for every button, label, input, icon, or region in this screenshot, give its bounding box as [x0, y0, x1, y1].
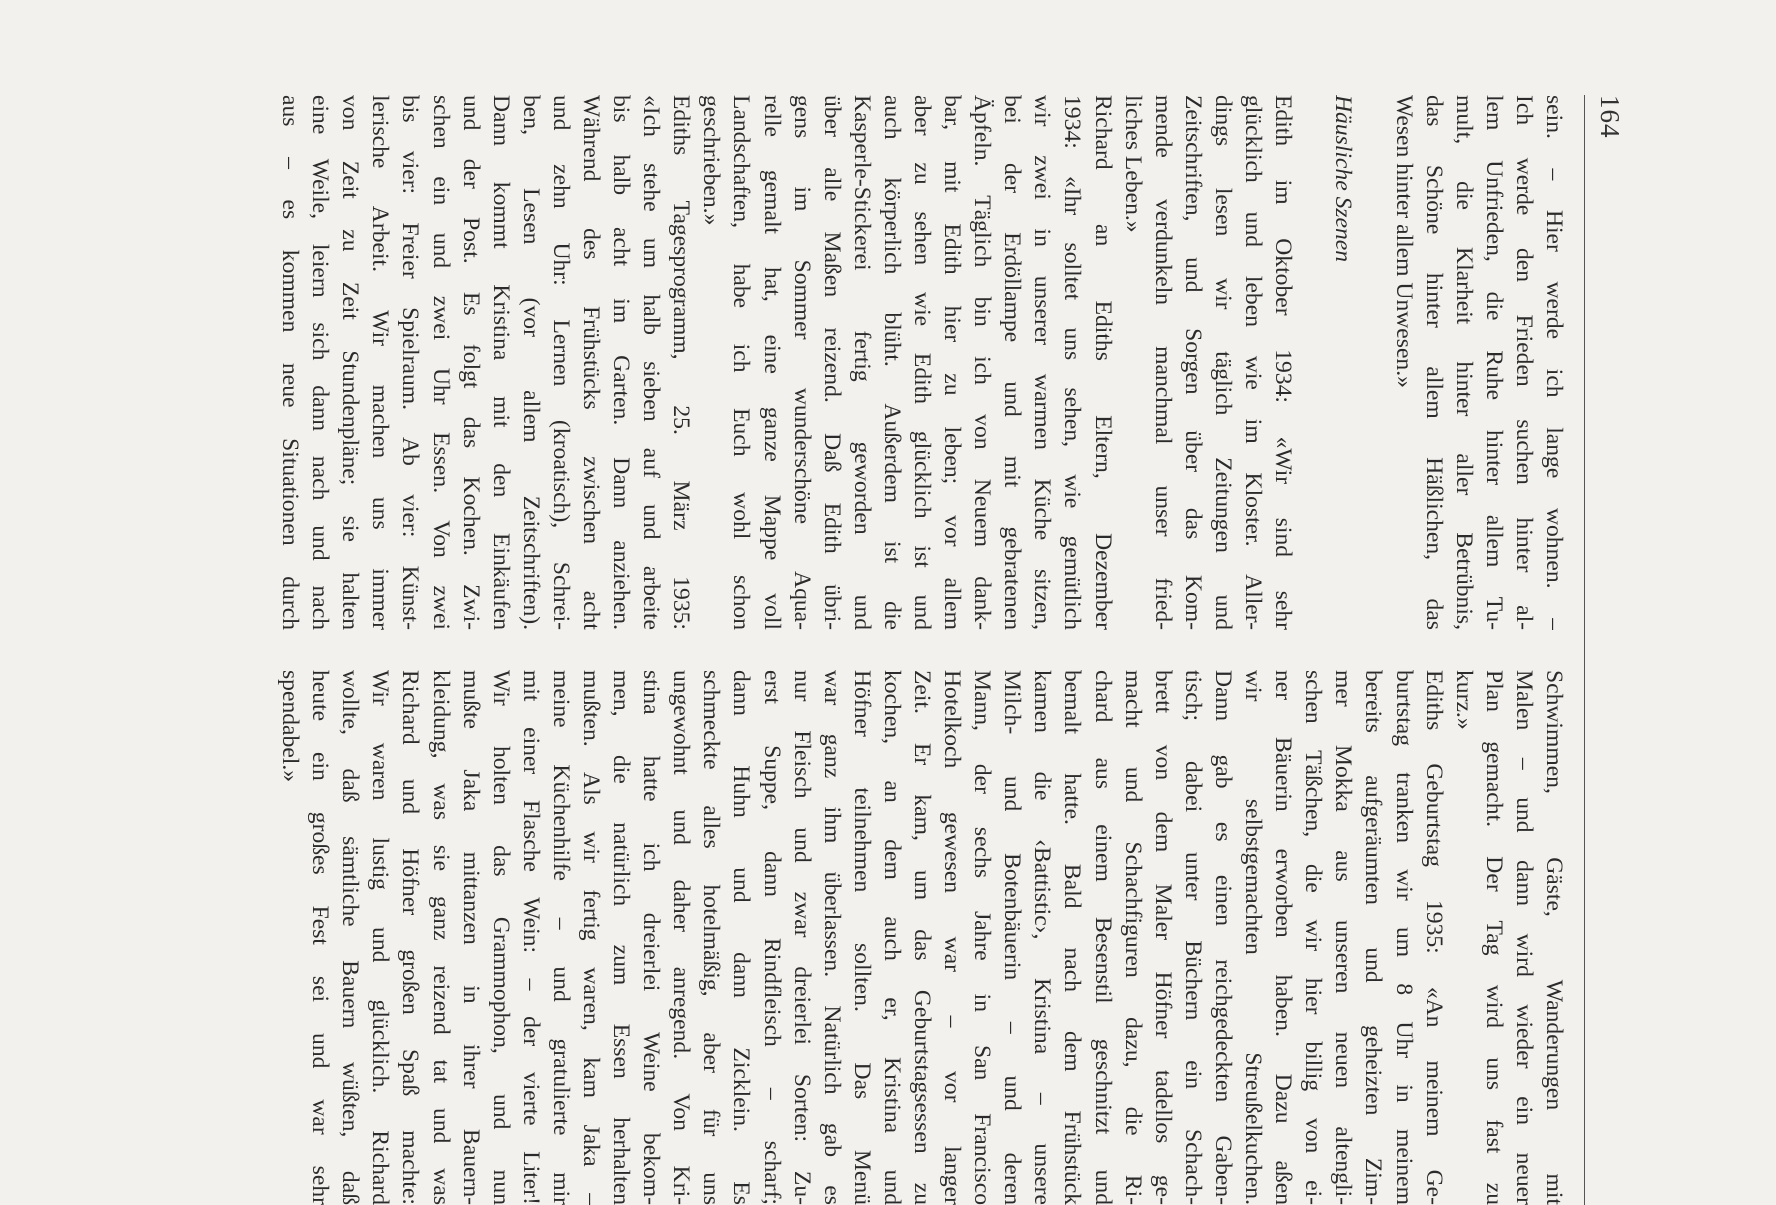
text-line: ben, Lesen (vor allem Zeitschriften).	[517, 95, 544, 630]
text-line: Wir waren lustig und glücklich. Richard	[367, 670, 394, 1205]
text-line: mußte Jaka mittanzen in ihrer Bauern-	[457, 670, 484, 1205]
text-line: und zehn Uhr: Lernen (kroatisch), Schrei-	[547, 95, 574, 630]
text-line: Kasperle-Stickerei fertig geworden und	[848, 95, 875, 630]
text-line: kamen die ‹Battistic›, Kristina – unsere	[1029, 670, 1056, 1205]
text-line: meine Küchenhilfe – und gratulierte mir	[547, 670, 574, 1205]
text-line: wollte, daß sämtliche Bauern wüßten, daß	[337, 670, 364, 1205]
text-line: mit einer Flasche Wein: – der vierte Liter!	[517, 670, 544, 1205]
text-line: Ediths Geburtstag 1935: «An meinem Ge-	[1420, 670, 1447, 1205]
spacer	[1298, 95, 1328, 630]
text-line: kurz.»	[1450, 670, 1477, 730]
text-line: bei der Erdöllampe und mit gebratenen	[999, 95, 1026, 630]
text-line: brett von dem Maler Höfner tadellos ge-	[1149, 670, 1176, 1205]
text-line: und der Post. Es folgt das Kochen. Zwi-	[457, 95, 484, 630]
text-line: Plan gemacht. Der Tag wird uns fast zu	[1480, 670, 1507, 1205]
section-heading: Häusliche Szenen	[1330, 95, 1357, 263]
text-line: bis halb acht im Garten. Dann anziehen.	[608, 95, 635, 630]
text-line: schen ein und zwei Uhr Essen. Von zwei	[427, 95, 454, 630]
page-number: 164	[1595, 95, 1625, 139]
text-line: 1934: «Ihr solltet uns sehen, wie gemütlich	[1059, 95, 1086, 630]
text-line: bar, mit Edith hier zu leben; vor allem	[939, 95, 966, 630]
right-column	[209, 670, 1569, 1205]
text-line: Während des Frühstücks zwischen acht	[578, 95, 604, 630]
text-line: liches Leben.»	[1119, 95, 1146, 233]
text-line: das Schöne hinter allem Häßlichen, das	[1420, 95, 1447, 630]
text-line: dann Huhn und dann Zicklein. Es	[728, 670, 755, 1205]
text-line: bereits aufgeräumten und geheizten Zim-	[1360, 670, 1387, 1205]
text-line: Ich werde den Frieden suchen hinter al-	[1510, 95, 1537, 630]
text-line: ungewohnt und daher anregend. Von Kri-	[668, 670, 695, 1205]
text-line: tisch; dabei unter Büchern ein Schach-	[1179, 670, 1206, 1205]
text-line: mult, die Klarheit hinter aller Betrübnis,	[1450, 95, 1477, 630]
text-line: aber zu sehen wie Edith glücklich ist und	[909, 95, 936, 630]
text-line: spendabel.»	[277, 670, 304, 783]
text-line: Landschaften, habe ich Euch wohl schon	[728, 95, 755, 630]
text-line: Ediths Tagesprogramm, 25. März 1935:	[668, 95, 695, 630]
text-line: gens im Sommer wunderschöne Aqua-	[788, 95, 815, 630]
text-line: lem Unfrieden, die Ruhe hinter allem Tu-	[1480, 95, 1507, 630]
text-line: aus – es kommen neue Situationen durch	[277, 95, 304, 630]
text-columns	[209, 95, 1569, 1205]
text-line: sein. – Hier werde ich lange wohnen. –	[1541, 95, 1567, 630]
text-line: mer Mokka aus unseren neuen altengli-	[1330, 670, 1357, 1205]
text-line: nur Fleisch und zwar dreierlei Sorten: Zu-	[788, 670, 815, 1205]
text-line: Höfner teilnehmen sollten. Das Menü	[848, 670, 875, 1205]
text-line: Hotelkoch gewesen war – vor langer	[939, 670, 966, 1205]
text-line: men, die natürlich zum Essen herhalten	[608, 670, 635, 1205]
text-line: Richard an Ediths Eltern, Dezember	[1089, 95, 1116, 630]
text-line: mußten. Als wir fertig waren, kam Jaka –	[578, 670, 604, 1205]
text-line: Wesen hinter allem Unwesen.»	[1390, 95, 1417, 388]
text-line: Wir holten das Grammophon, und nun	[487, 670, 514, 1205]
text-line: schmeckte alles hotelmäßig, aber für uns	[698, 670, 725, 1205]
text-line: über alle Maßen reizend. Daß Edith übri-	[818, 95, 845, 630]
text-line: lerische Arbeit. Wir machen uns immer	[367, 95, 394, 630]
text-line: Schwimmen, Gäste, Wanderungen mit	[1541, 670, 1567, 1205]
text-line: Zeit. Er kam, um das Geburtstagsessen zu	[909, 670, 936, 1205]
header-rule	[1584, 95, 1585, 1205]
text-line: schen Täßchen, die wir hier billig von ei-	[1300, 670, 1327, 1205]
text-line: Dann kommt Kristina mit den Einkäufen	[487, 95, 514, 630]
text-line: bemalt hatte. Bald nach dem Frühstück	[1059, 670, 1086, 1205]
text-line: heute ein großes Fest sei und war sehr	[307, 670, 334, 1205]
text-line: mende verdunkeln manchmal unser fried-	[1149, 95, 1176, 630]
spacer	[1358, 95, 1388, 630]
text-line: wir zwei in unserer warmen Küche sitzen,	[1029, 95, 1056, 630]
book-page	[193, 95, 1633, 1205]
text-line: kleidung, was sie ganz reizend tat und was	[427, 670, 454, 1205]
text-line: macht und Schachfiguren dazu, die Ri-	[1119, 670, 1146, 1205]
left-column	[209, 95, 1569, 630]
text-line: burtstag tranken wir um 8 Uhr in meinem	[1390, 670, 1417, 1205]
text-line: eine Weile, leiern sich dann nach und nach	[307, 95, 334, 630]
text-line: Edith im Oktober 1934: «Wir sind sehr	[1270, 95, 1297, 630]
text-line: kochen, an dem auch er, Kristina und	[878, 670, 905, 1205]
text-line: «Ich stehe um halb sieben auf und arbeite	[638, 95, 665, 630]
text-line: Malen – und dann wird wieder ein neuer	[1510, 670, 1537, 1205]
text-line: wir selbstgemachten Streußelkuchen.	[1240, 670, 1267, 1205]
text-line: geschrieben.»	[698, 95, 725, 226]
text-line: erst Suppe, dann Rindfleisch – scharf;	[758, 670, 785, 1205]
text-line: von Zeit zu Zeit Stundenpläne; sie halten	[337, 95, 364, 630]
text-line: chard aus einem Besenstil geschnitzt und	[1089, 670, 1116, 1205]
running-head	[1593, 95, 1633, 1205]
text-line: dings lesen wir täglich Zeitungen und	[1209, 95, 1236, 630]
text-line: Milch- und Botenbäuerin – und deren	[999, 670, 1026, 1205]
text-line: Dann gab es einen reichgedeckten Gaben-	[1209, 670, 1236, 1205]
text-line: auch körperlich blüht. Außerdem ist die	[878, 95, 905, 630]
text-line: war ganz ihm überlassen. Natürlich gab es	[818, 670, 845, 1205]
text-line: Zeitschriften, und Sorgen über das Kom-	[1179, 95, 1206, 630]
text-line: relle gemalt hat, eine ganze Mappe voll	[758, 95, 785, 630]
text-line: Richard und Höfner großen Spaß machte:	[397, 670, 424, 1205]
text-line: Mann, der sechs Jahre in San Francisco	[969, 670, 996, 1205]
text-line: bis vier: Freier Spielraum. Ab vier: Künst-	[397, 95, 424, 630]
text-line: glücklich und leben wie im Kloster. Aller-	[1240, 95, 1267, 630]
text-line: ner Bäuerin erworben haben. Dazu aßen	[1270, 670, 1297, 1205]
text-line: Äpfeln. Täglich bin ich von Neuem dank-	[969, 95, 996, 630]
text-line: stina hatte ich dreierlei Weine bekom-	[638, 670, 665, 1205]
